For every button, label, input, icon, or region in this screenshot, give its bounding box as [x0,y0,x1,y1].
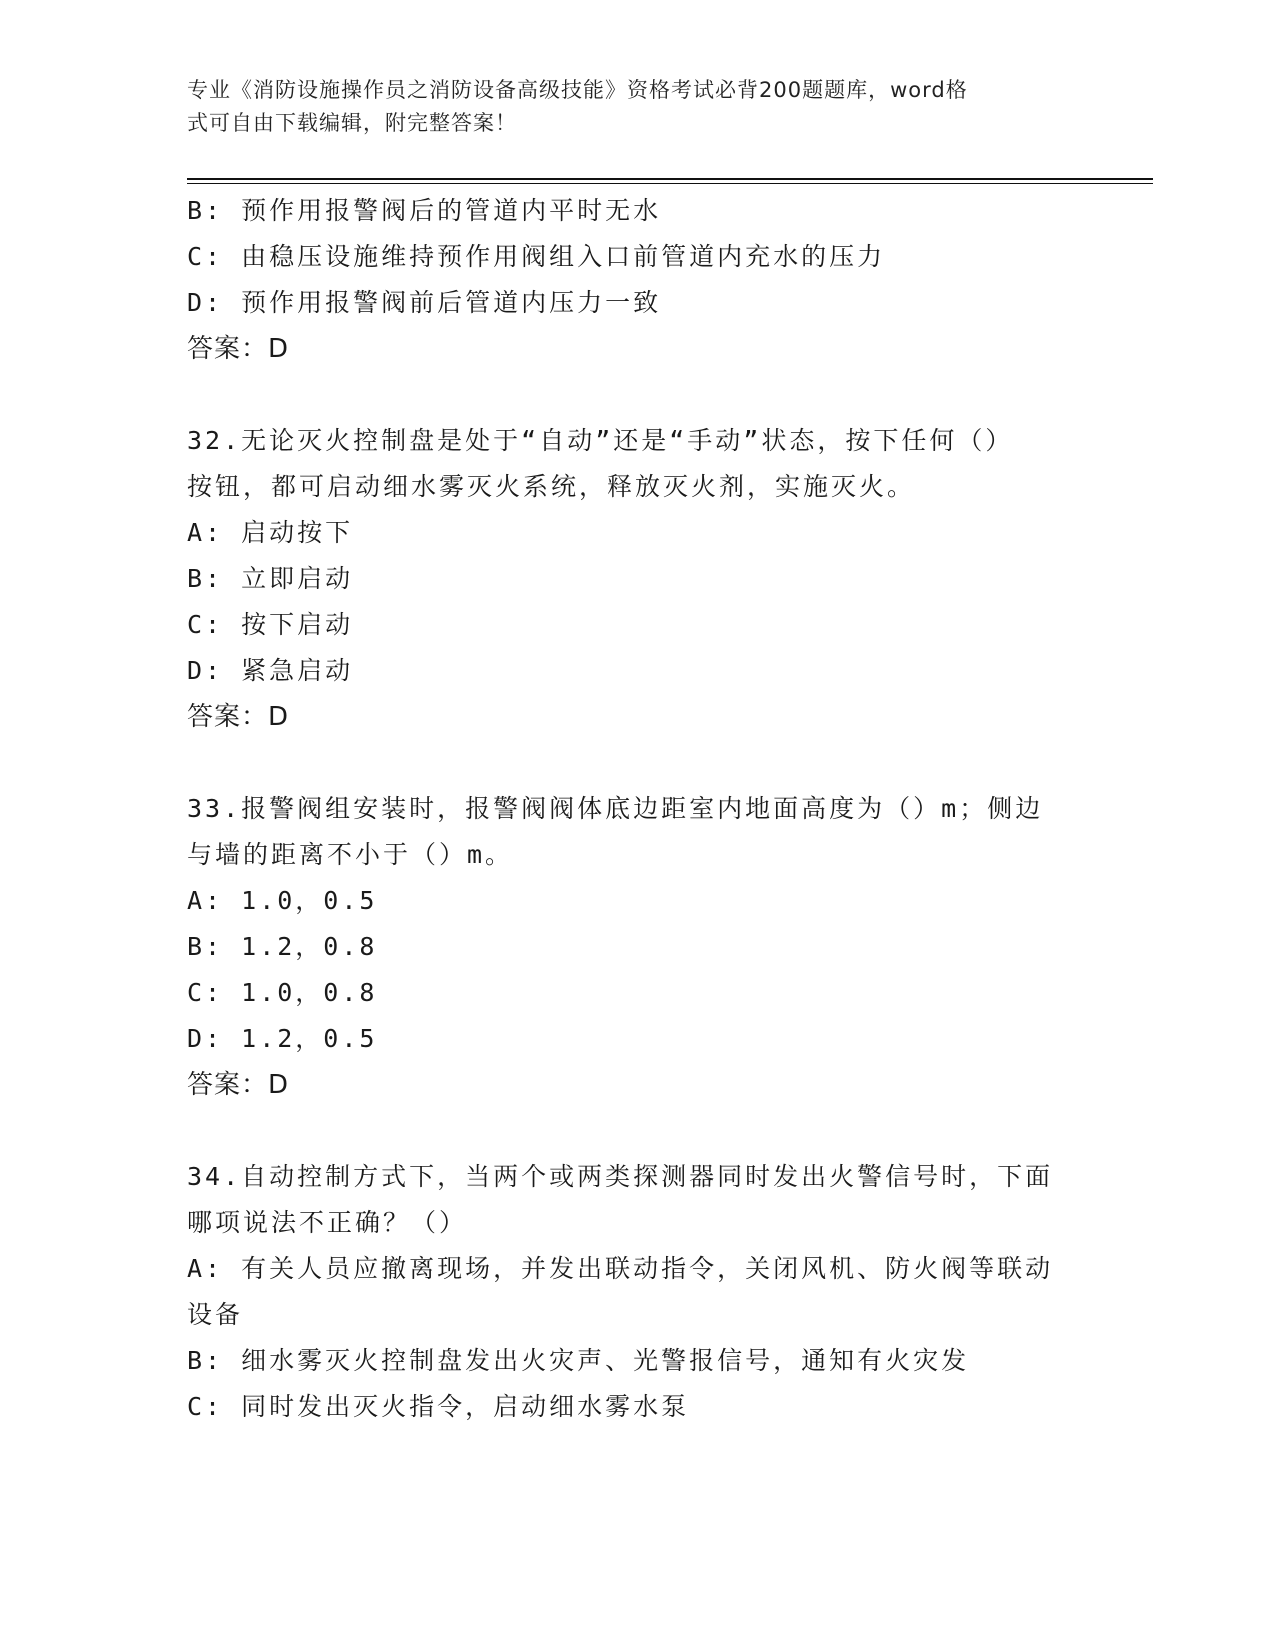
document-header [187,74,1067,140]
option-d: D: 预作用报警阀前后管道内压力一致 [187,288,662,317]
question-stem: 32.无论灭火控制盘是处于“自动”还是“手动”状态，按下任何（） [187,426,1014,455]
option-c: C: 同时发出灭火指令，启动细水雾水泵 [187,1392,690,1421]
option-b: B: 立即启动 [187,564,354,593]
question-list [187,188,1087,1430]
question-33 [187,786,1087,1108]
option-c: C: 由稳压设施维持预作用阀组入口前管道内充水的压力 [187,242,886,271]
option-d: D: 1.2，0.5 [187,1024,378,1053]
question-stem: 按钮，都可启动细水雾灭火系统，释放灭火剂，实施灭火。 [187,472,916,501]
answer-label: 答案：D [187,1070,290,1100]
option-a: A: 启动按下 [187,518,354,547]
question-32 [187,418,1087,740]
question-stem: 33.报警阀组安装时，报警阀阀体底边距室内地面高度为（）m；侧边 [187,794,1044,823]
option-a: A: 1.0，0.5 [187,886,378,915]
option-a-continued: 设备 [187,1300,244,1329]
spacer [187,1108,1087,1154]
question-31-continued [187,188,1087,372]
option-c: C: 1.0，0.8 [187,978,378,1007]
option-a: A: 有关人员应撤离现场，并发出联动指令，关闭风机、防火阀等联动 [187,1254,1054,1283]
question-stem: 哪项说法不正确？（） [187,1208,468,1237]
header-line-2: 式可自由下载编辑，附完整答案！ [187,111,517,135]
option-b: B: 细水雾灭火控制盘发出火灾声、光警报信号，通知有火灾发 [187,1346,970,1375]
header-divider-thick [187,178,1153,180]
header-divider-thin [187,183,1153,184]
spacer [187,740,1087,786]
option-b: B: 预作用报警阀后的管道内平时无水 [187,196,662,225]
question-34 [187,1154,1087,1430]
question-stem: 与墙的距离不小于（）m。 [187,840,514,869]
option-b: B: 1.2，0.8 [187,932,378,961]
option-c: C: 按下启动 [187,610,354,639]
spacer [187,372,1087,418]
option-d: D: 紧急启动 [187,656,354,685]
answer-label: 答案：D [187,702,290,732]
answer-label: 答案：D [187,334,290,364]
question-stem: 34.自动控制方式下，当两个或两类探测器同时发出火警信号时，下面 [187,1162,1054,1191]
header-line-1: 专业《消防设施操作员之消防设备高级技能》资格考试必背200题题库，word格 [187,78,968,102]
